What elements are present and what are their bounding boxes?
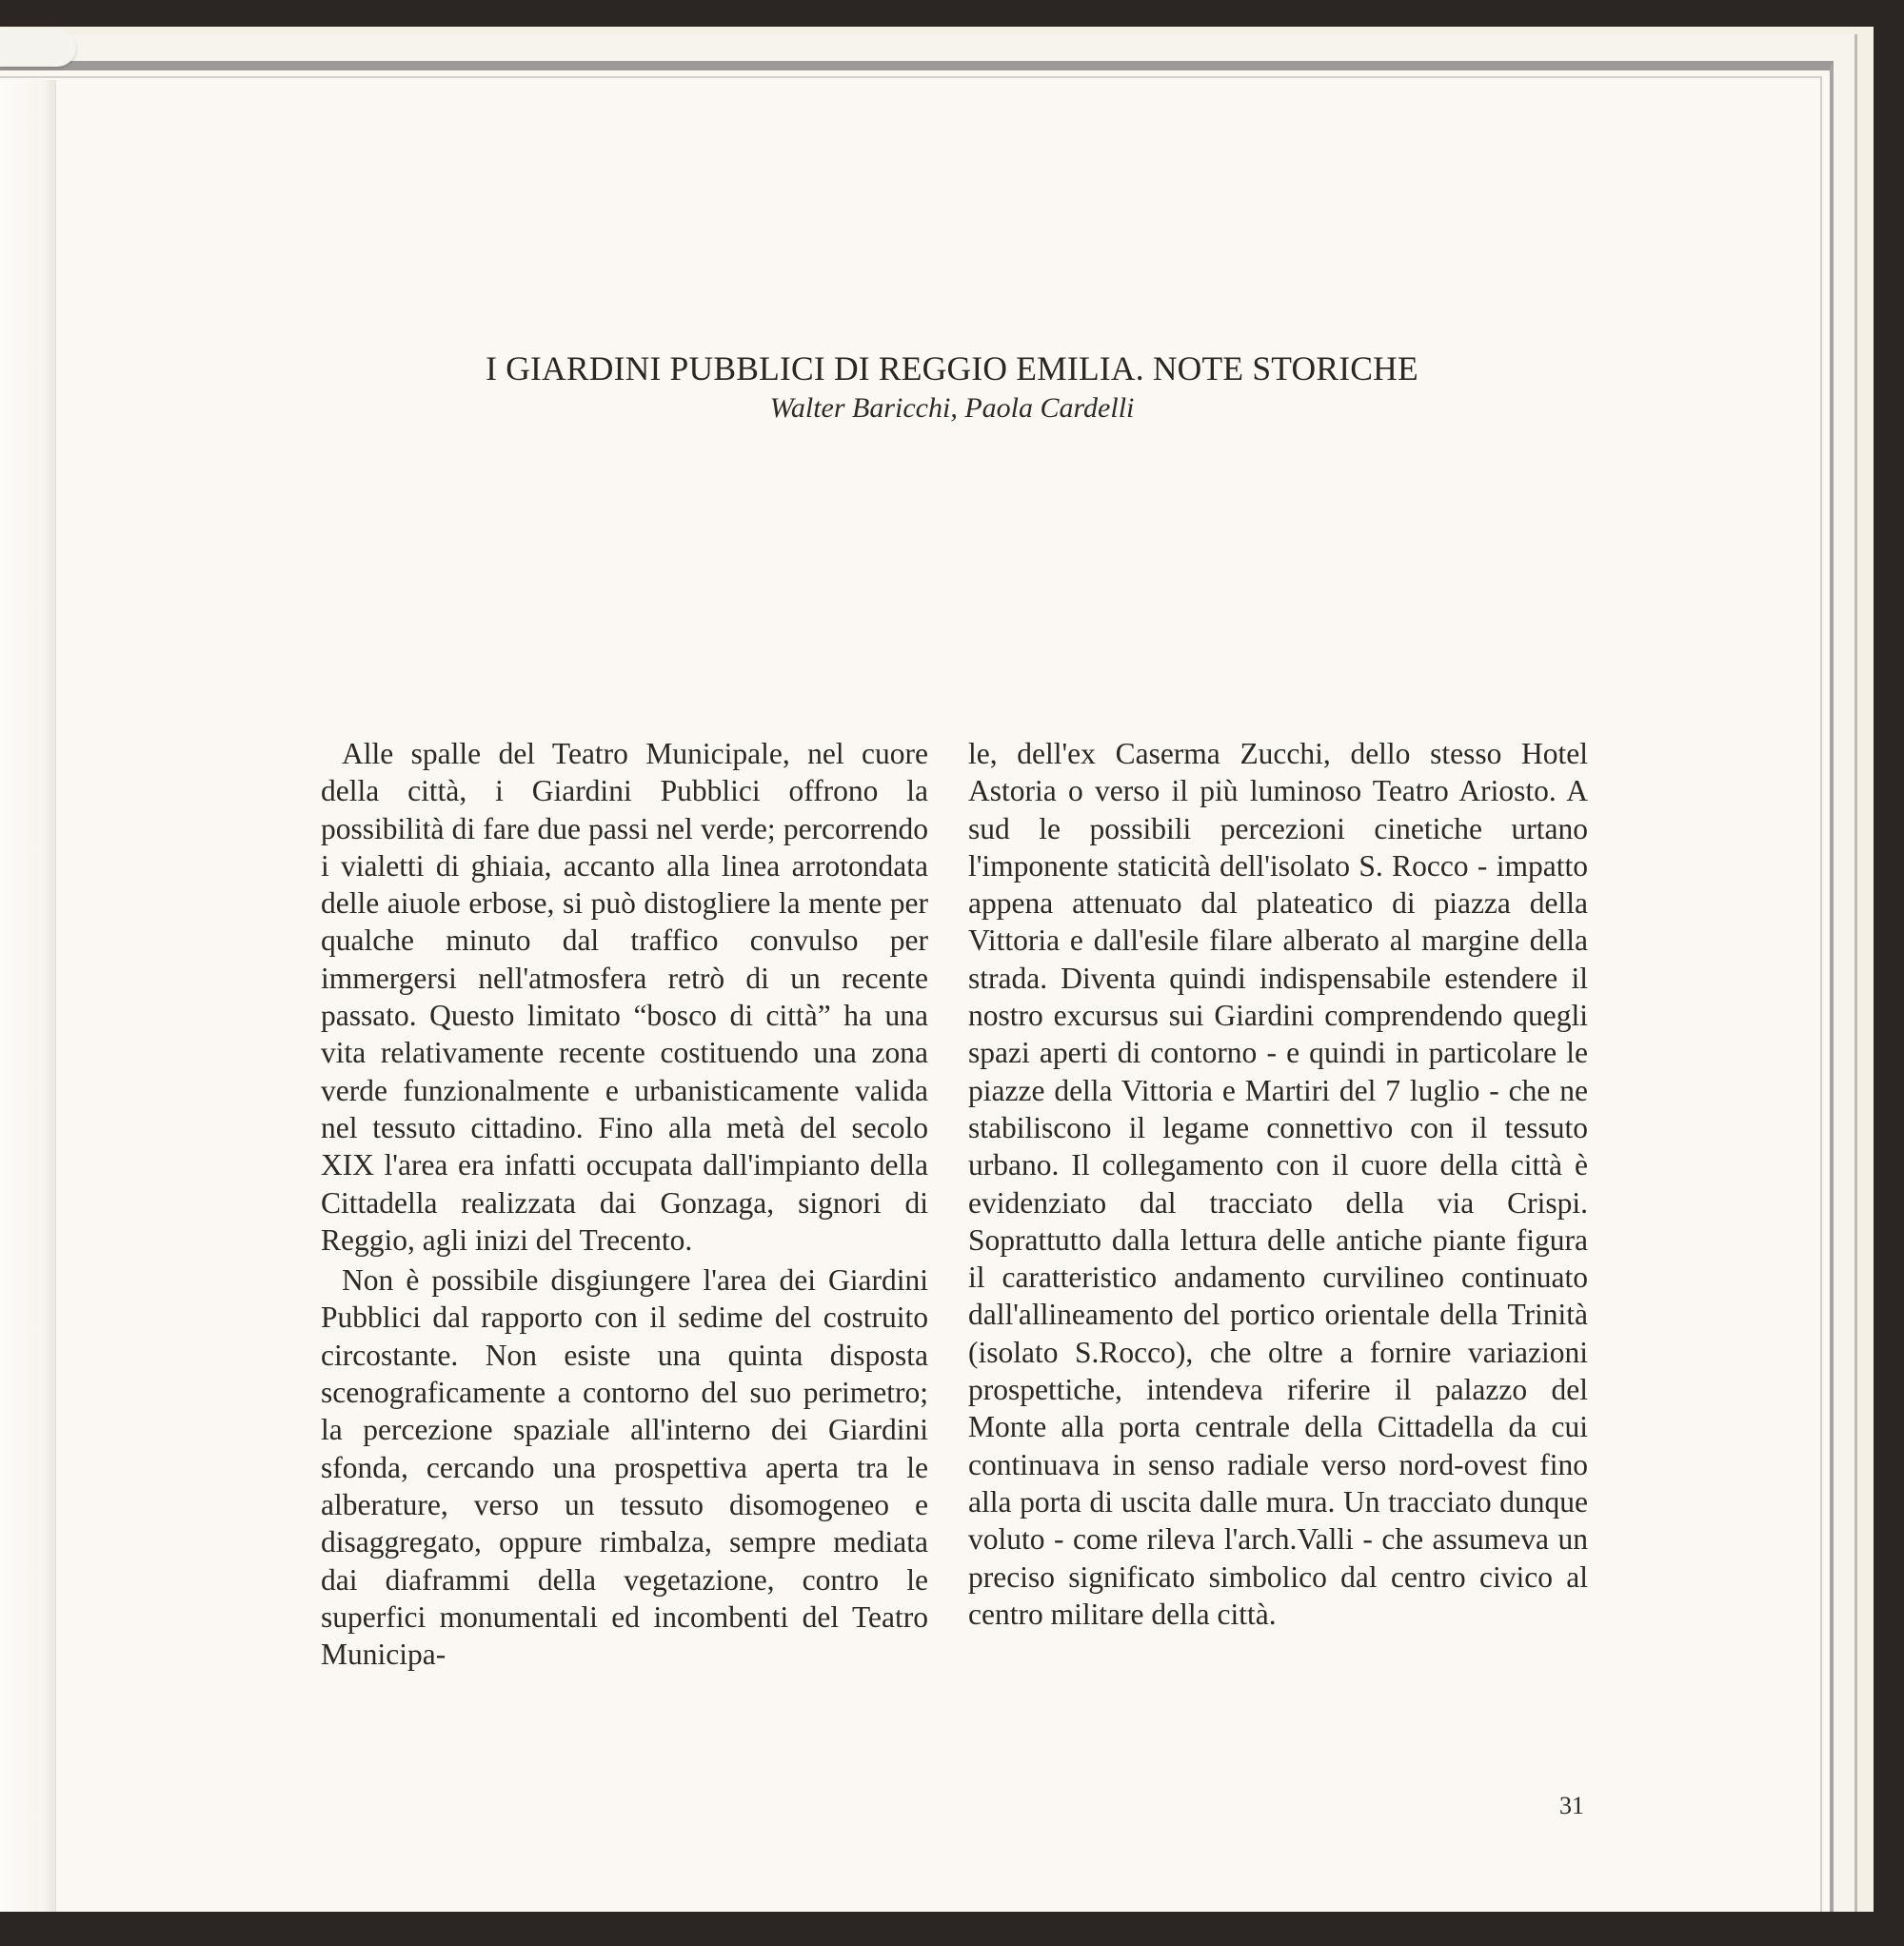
background-surface [0, 1912, 1904, 1946]
paragraph: Alle spalle del Teatro Municipale, nel cuore della città, i Giardini Pubblici offrono la possibilità di fare due passi nel verde; percorrendo i vialetti di ghiaia, accanto alla linea arrotondata delle aiuole erbose, si può distogliere la mente per qualche minuto dal traffico convulso per immergersi nell'atmosfera retrò di un recente passato. Questo limitato “bosco di città” ha una vita relativamente recente costituendo una zona verde funzionalmente e urbanisticamente valida nel tessuto cittadino. Fino alla metà del secolo XIX l'area era infatti occupata dall'impianto della Cittadella realizzata dai Gonzaga, signori di Reggio, agli inizi del Trecento. [321, 737, 928, 1257]
article-title: I GIARDINI PUBBLICI DI REGGIO EMILIA. NOTE STORICHE [486, 349, 1418, 387]
text-column-right [968, 735, 1588, 1633]
text-column-left [321, 735, 928, 1673]
binding-tab [0, 29, 76, 67]
article-authors: Walter Baricchi, Paola Cardelli [769, 392, 1135, 424]
paragraph: Non è possibile disgiungere l'area dei Giardini Pubblici dal rapporto con il sedime del costruito circostante. Non esiste una quinta disposta scenograficamente a contorno del suo perimetro; la percezione spaziale all'interno dei Giardini sfonda, cercando una prospettiva aperta tra le alberature, verso un tessuto disomogeneo e disaggregato, oppure rimbalza, sempre mediata dai diaframmi della vegetazione, contro le superfici monumentali ed incombenti del Teatro Municipa- [321, 1263, 928, 1672]
paragraph: le, dell'ex Caserma Zucchi, dello stesso Hotel Astoria o verso il più luminoso Teatro Ariosto. A sud le possibili percezioni cinetiche urtano l'imponente staticità dell'isolato S. Rocco - impatto appena attenuato dal plateatico di piazza della Vittoria e dall'esile filare alberato al margine della strada. Diventa quindi indispensabile estendere il nostro excursus sui Giardini comprendendo quegli spazi aperti di contorno - e quindi in particolare le piazze della Vittoria e Martiri del 7 luglio - che ne stabiliscono il legame connettivo con il tessuto urbano. Il collegamento con il cuore della città è evidenziato dal tracciato della via Crispi. Soprattutto dalla lettura delle antiche piante figura il caratteristico andamento curvilineo continuato dall'allineamento del portico orientale della Trinità (isolato S.Rocco), che oltre a fornire variazioni prospettiche, intendeva riferire il palazzo del Monte alla porta centrale della Cittadella da cui continuava in senso radiale verso nord-ovest fino alla porta di uscita dalle mura. Un tracciato dunque voluto - come rileva l'arch.Valli - che assumeva un preciso significato simbolico dal centro civico al centro militare della città. [968, 737, 1588, 1631]
article-header [0, 348, 1904, 427]
page-number: 31 [1559, 1792, 1584, 1819]
